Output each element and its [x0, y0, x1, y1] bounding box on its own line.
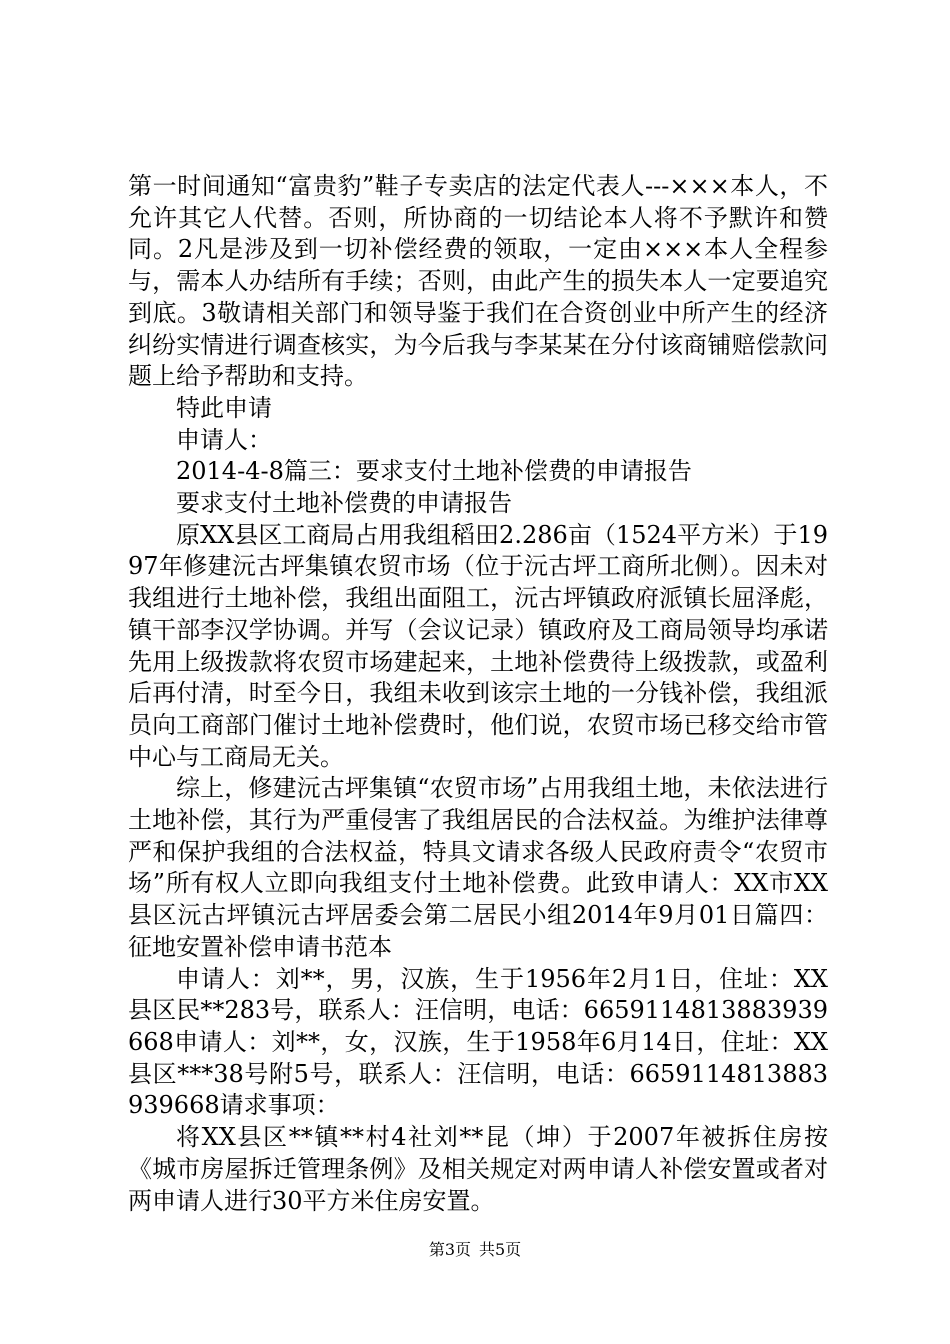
paragraph-report-title: 要求支付土地补偿费的申请报告 [176, 489, 512, 518]
page-total: 共5页 [479, 1240, 522, 1259]
paragraph-closing: 特此申请 [176, 393, 272, 422]
paragraph-request: 将XX县区**镇**村4社刘**昆（坤）于2007年被拆住房按《城市房屋拆迁管理条例》及相关规定对两申请人补偿安置或者对两申请人进行30平方米住房安置。 [128, 1123, 828, 1215]
paragraph-applicants-info: 申请人：刘**，男，汉族，生于1956年2月1日，住址：XX县区民**283号，联系人：汪信明，电话：6659114813883939668申请人：刘**，女，汉族，生于1958年6月14日，住址：XX县区***38号附5号，联系人：汪信明，电话：6659114813883939668请求事项： [128, 964, 828, 1120]
paragraph-date-heading: 2014-4-8篇三：要求支付土地补偿费的申请报告 [176, 457, 692, 486]
paragraph-summary: 综上，修建沅古坪集镇“农贸市场”占用我组土地，未依法进行土地补偿，其行为严重侵害了我组居民的合法权益。为维护法律尊严和保护我组的合法权益，特具文请求各级人民政府责令“农贸市场”所有权人立即向我组支付土地补偿费。此致申请人：XX市XX县区沅古坪镇沅古坪居委会第二居民小组2014年9月01日篇四：征地安置补偿申请书范本 [128, 774, 828, 961]
paragraph-background: 原XX县区工商局占用我组稻田2.286亩（1524平方米）于1997年修建沅古坪集镇农贸市场（位于沅古坪工商所北侧）。因未对我组进行土地补偿，我组出面阻工，沅古坪镇政府派镇长屈泽彪，镇干部李汉学协调。并写（会议记录）镇政府及工商局领导均承诺先用上级拨款将农贸市场建起来，土地补偿费待上级拨款，或盈利后再付清，时至今日，我组未收到该宗土地的一分钱补偿，我组派员向工商部门催讨土地补偿费时，他们说，农贸市场已移交给市管中心与工商局无关。 [128, 520, 828, 771]
page-number: 第3页 [428, 1240, 471, 1259]
paragraph-applicant: 申请人： [176, 425, 272, 454]
document-body [128, 171, 828, 1217]
page-footer [0, 1240, 950, 1260]
paragraph-1: 第一时间通知“富贵豹”鞋子专卖店的法定代表人---×××本人，不允许其它人代替。否则，所协商的一切结论本人将不予默许和赞同。2凡是涉及到一切补偿经费的领取，一定由×××本人全程参与，需本人办结所有手续；否则，由此产生的损失本人一定要追究到底。3敬请相关部门和领导鉴于我们在合资创业中所产生的经济纠纷实情进行调查核实，为今后我与李某某在分付该商铺赔偿款问题上给予帮助和支持。 [128, 172, 828, 391]
